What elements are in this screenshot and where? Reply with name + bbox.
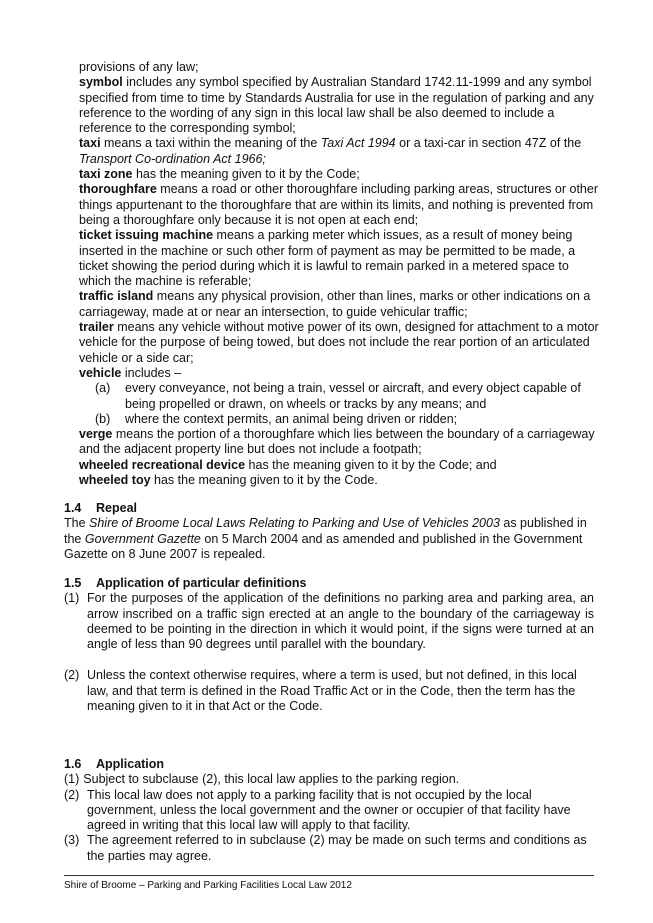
clause-text: Subject to subclause (2), this local law applies to the parking region. xyxy=(83,772,460,787)
definition-wheeled-toy xyxy=(79,473,599,488)
definition-thoroughfare xyxy=(79,182,599,228)
definition-vehicle xyxy=(79,366,599,381)
clause-text: This local law does not apply to a parking facility that is not occupied by the local government, unless the local government and the owner or occupier of that facility have agreed in writing that this local law will apply to that facility. xyxy=(87,787,571,833)
definitions-list xyxy=(79,60,599,488)
section-number: 1.5 xyxy=(64,576,82,590)
definition-text: has the meaning given to it by the Code. xyxy=(150,473,378,488)
clause-label: (1) xyxy=(64,772,80,787)
page-footer: Shire of Broome – Parking and Parking Facilities Local Law 2012 xyxy=(64,880,352,891)
section-application xyxy=(64,757,594,864)
subitem-label: (b) xyxy=(95,411,111,426)
definition-subitem xyxy=(79,381,599,412)
definition-text: or a taxi-car in section 47Z of the xyxy=(395,136,582,151)
clause-item xyxy=(64,833,594,864)
definition-taxi xyxy=(79,136,599,167)
clause-label: (2) xyxy=(64,787,80,802)
definition-text: means the portion of a thoroughfare which lies between the boundary of a carriageway and the adjacent property line but does not include a footpath; xyxy=(79,427,595,457)
section-title: Repeal xyxy=(96,501,137,515)
definition-term: taxi xyxy=(79,136,101,151)
gazette-citation: Government Gazette xyxy=(84,531,201,546)
section-title: Application xyxy=(96,757,165,771)
definition-term: verge xyxy=(79,427,113,442)
definition-ticket-issuing-machine xyxy=(79,228,599,289)
definitions-intro: provisions of any law; xyxy=(79,60,199,74)
body-text: on 5 March 2004 and as amended and published in the Government Gazette on 8 June 2007 is repealed. xyxy=(64,531,583,561)
definition-text: means any physical provision, other than lines, marks or other indications on a carriageway, made at or near an intersection, to guide vehicular traffic; xyxy=(79,289,591,319)
definition-term: symbol xyxy=(79,75,123,90)
definition-traffic-island xyxy=(79,289,599,320)
definition-trailer xyxy=(79,320,599,366)
footer-divider xyxy=(64,875,594,876)
section-title: Application of particular definitions xyxy=(96,576,307,590)
definition-term: wheeled recreational device xyxy=(79,457,246,472)
body-text: The xyxy=(64,516,90,531)
section-repeal xyxy=(64,501,594,562)
definition-term: trailer xyxy=(79,320,114,335)
definition-term: vehicle xyxy=(79,365,122,380)
definition-term: thoroughfare xyxy=(79,182,157,197)
section-body xyxy=(64,516,594,562)
definition-term: taxi zone xyxy=(79,167,133,182)
definition-text: has the meaning given to it by the Code; xyxy=(132,167,360,182)
definition-subitem xyxy=(79,412,599,427)
subitem-text: every conveyance, not being a train, vessel or aircraft, and every object capable of being propelled or drawn, on wheels or tracks by any means; and xyxy=(125,381,581,411)
section-heading xyxy=(64,576,594,591)
definition-term: ticket issuing machine xyxy=(79,228,214,243)
definition-verge xyxy=(79,427,599,458)
section-heading xyxy=(64,501,594,516)
section-heading xyxy=(64,757,594,772)
clause-label: (1) xyxy=(64,591,80,606)
definition-text: means a road or other thoroughfare including parking areas, structures or other things appurtenant to the thoroughfare that are within its limits, and nothing is prevented from being a thoroughfare only because it is not open at each end; xyxy=(79,182,598,227)
definition-citation: Taxi Act 1994 xyxy=(320,136,396,151)
definition-text: includes – xyxy=(121,365,182,380)
clause-text: Unless the context otherwise requires, where a term is used, but not defined, in this local law, and that term is defined in the Road Traffic Act or in the Code, then the term has the meaning given to it in that Act or the Code. xyxy=(87,668,577,714)
definition-taxi-zone xyxy=(79,167,599,182)
definition-wheeled-recreational-device xyxy=(79,458,599,473)
definition-term: traffic island xyxy=(79,289,154,304)
clause-item xyxy=(64,668,594,714)
clause-item xyxy=(64,788,594,834)
clause-text: For the purposes of the application of the definitions no parking area and parking area, an arrow inscribed on a traffic sign erected at an angle to the boundary of the carriageway is deemed to be pointing in the direction in which it would point, if the signs were turned at an angle of less than 90 degrees until parallel with the boundary. xyxy=(87,591,594,652)
clause-text: The agreement referred to in subclause (2) may be made on such terms and conditions as the parties may agree. xyxy=(87,833,587,863)
section-application-of-definitions xyxy=(64,576,594,714)
body-text: as published in the xyxy=(64,516,587,546)
definition-text: includes any symbol specified by Australian Standard 1742.11-1999 and any symbol specified from time to time by Standards Australia for use in the regulation of parking and any reference to the wording of any sign in this local law shall be also deemed to include a reference to the corresponding symbol; xyxy=(79,75,594,136)
definition-text: means a parking meter which issues, as a result of money being inserted in the machine or such other form of payment as may be permitted to be made, a ticket showing the period during which it is lawful to remain parked in a metered space to which the machine is referable; xyxy=(79,228,576,289)
definition-symbol xyxy=(79,75,599,136)
local-law-citation: Shire of Broome Local Laws Relating to Parking and Use of Vehicles 2003 xyxy=(89,516,500,531)
section-number: 1.4 xyxy=(64,501,82,515)
subitem-text: where the context permits, an animal being driven or ridden; xyxy=(125,411,458,426)
subitem-label: (a) xyxy=(95,381,111,396)
definition-text: has the meaning given to it by the Code; and xyxy=(245,457,497,472)
definition-citation: Transport Co-ordination Act 1966; xyxy=(79,151,266,166)
definition-text: means any vehicle without motive power of its own, designed for attachment to a motor vehicle for the purpose of being towed, but does not include the rear portion of an articulated vehicle or a side car; xyxy=(79,320,599,365)
clause-item xyxy=(64,591,594,652)
clause-item xyxy=(64,772,594,787)
section-number: 1.6 xyxy=(64,757,82,771)
definition-text: means a taxi within the meaning of the xyxy=(100,136,321,151)
clause-label: (2) xyxy=(64,668,80,683)
definition-term: wheeled toy xyxy=(79,473,151,488)
clause-label: (3) xyxy=(64,833,80,848)
